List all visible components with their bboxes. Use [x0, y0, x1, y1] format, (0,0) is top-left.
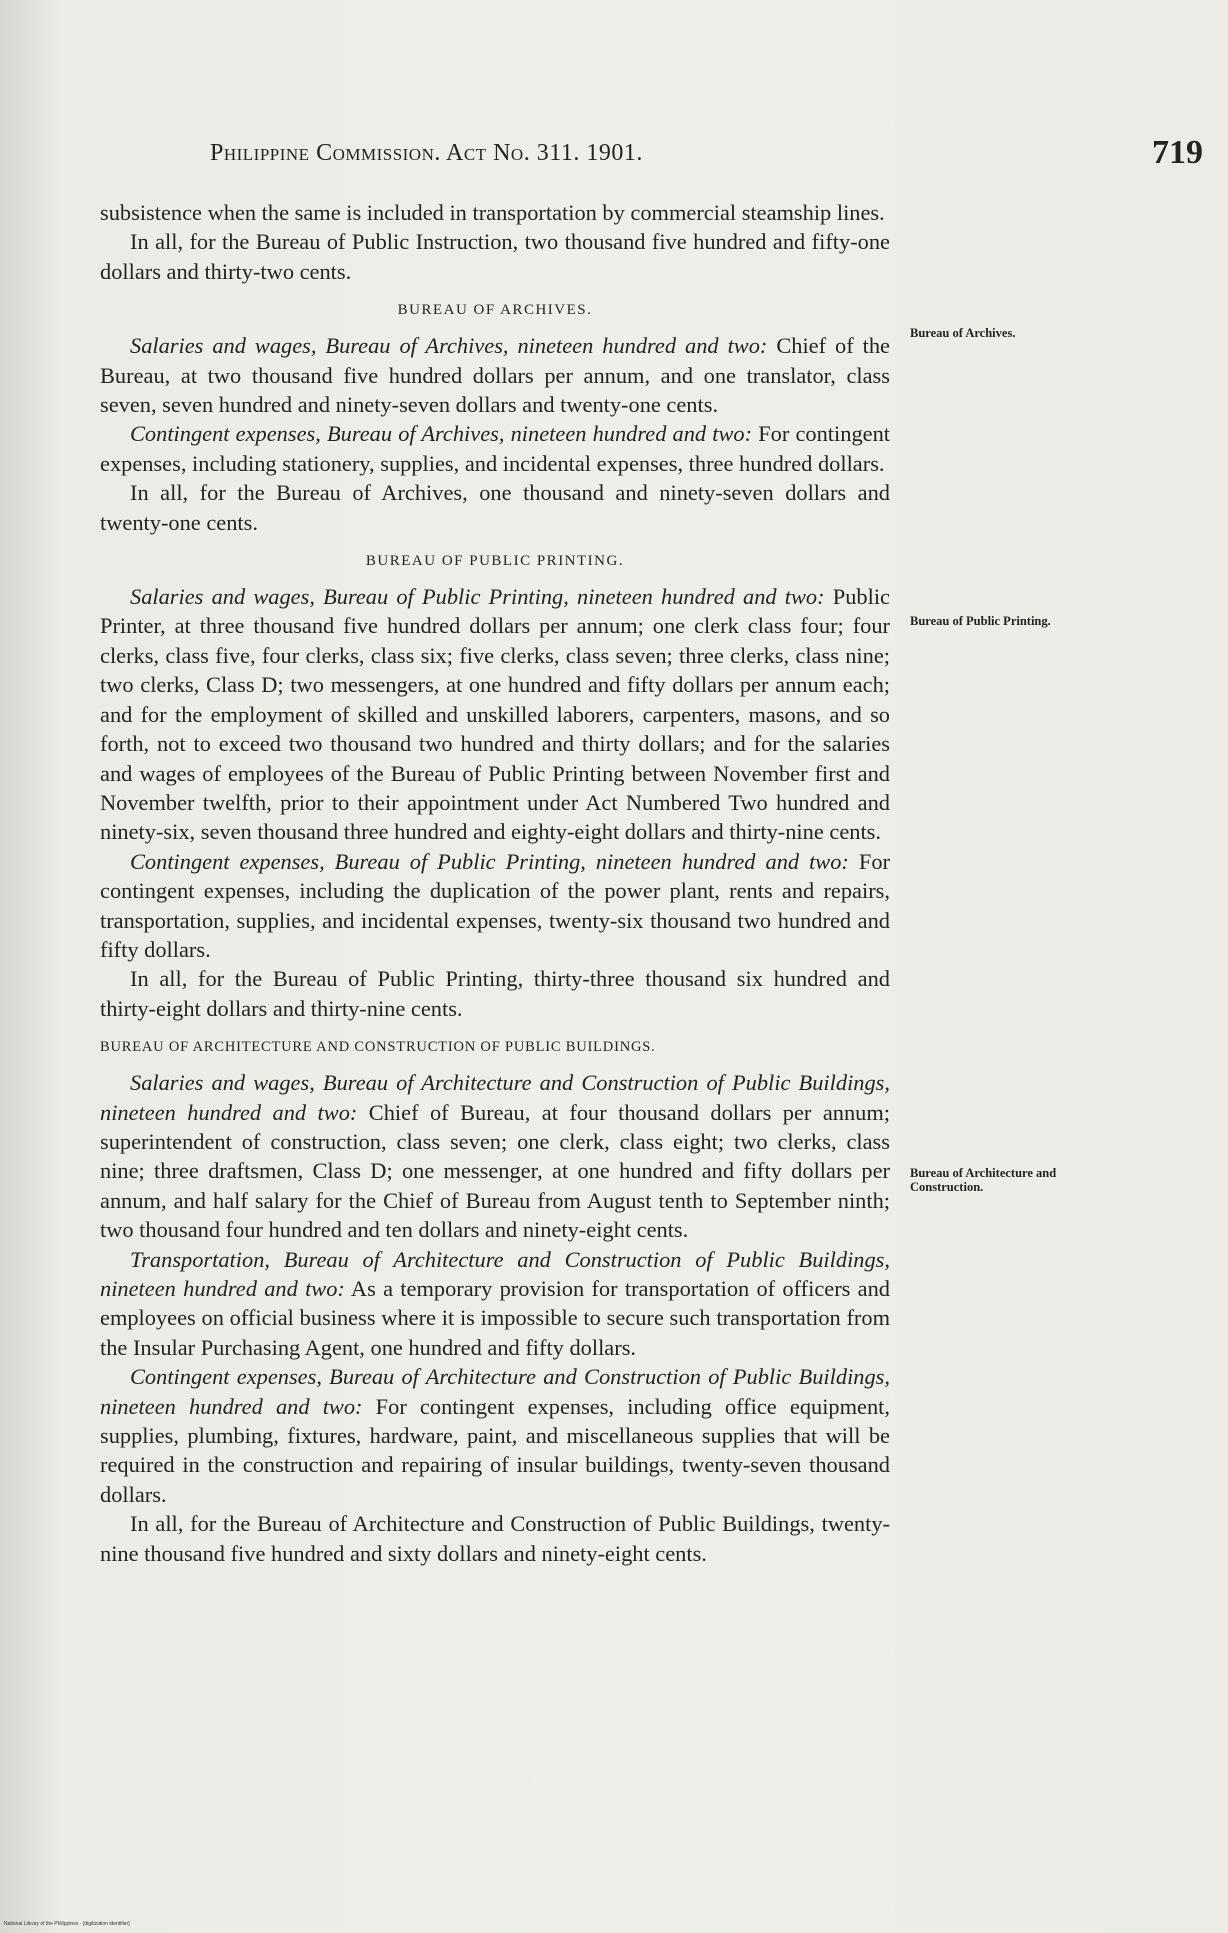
margin-note-printing: Bureau of Public Printing. [910, 614, 1051, 628]
paragraph [100, 1362, 890, 1509]
paragraph-lead-italic: Salaries and wages, Bureau of Public Printing, nineteen hundred and two: [130, 584, 825, 610]
paragraph-text: Chief of the Bureau, at two thousand five hundred dollars per annum, and one translator, class seven, seven hundred and ninety-seven dollars and twenty-one cents. [100, 333, 890, 418]
running-title: Philippine Commission. Act No. 311. 1901. [210, 140, 643, 166]
margin-note-architecture: Bureau of Architecture and Construction. [910, 1166, 1057, 1194]
paragraph-text: As a temporary provision for transportation of officers and employees on official business where it is impossible to secure such transportation from the Insular Purchasing Agent, one hundred and fifty dollars. [100, 1276, 890, 1360]
paragraph [100, 1245, 890, 1363]
paragraph [100, 419, 890, 478]
paragraph-lead-italic: Salaries and wages, Bureau of Archives, nineteen hundred and two: [130, 333, 768, 359]
paragraph [100, 847, 890, 965]
section-heading-archives: BUREAU OF ARCHIVES. [397, 302, 593, 319]
paragraph-lead-italic: Contingent expenses, Bureau of Public Printing, nineteen hundred and two: [130, 848, 849, 874]
paragraph-text: For contingent expenses, including stationery, supplies, and incidental expenses, three hundred dollars. [100, 421, 890, 476]
paragraph [100, 1068, 890, 1244]
running-header [210, 134, 1203, 171]
paragraph-lead-italic: Transportation, Bureau of Architecture and Construction of Public Buildings, nineteen hundred and two: [100, 1246, 890, 1301]
paragraph-text: For contingent expenses, including the duplication of the power plant, rents and repairs, transportation, supplies, and incidental expenses, twenty-six thousand two hundred and fifty dollars. [100, 848, 890, 962]
page-number: 719 [1152, 134, 1203, 171]
margin-note-archives: Bureau of Archives. [910, 326, 1016, 340]
paragraph-text: Chief of Bureau, at four thousand dollars per annum; superintendent of construction, class seven; one clerk, class eight; two clerks, class nine; three draftsmen, Class D; one messenger, at one hundred and fifty dollars per annum, and half salary for the Chief of Bureau from August tenth to September ninth; two thousand four hundred and ten dollars and ninety-eight cents. [100, 1099, 890, 1243]
page-body [100, 198, 890, 1568]
paragraph-lead-italic: Contingent expenses, Bureau of Archives, nineteen hundred and two: [130, 421, 753, 447]
paragraph-text: Public Printer, at three thousand five hundred dollars per annum; one clerk class four; four clerks, class five, four clerks, class six; five clerks, class seven; three clerks, class nine; two clerks, Class D; two messengers, at one hundred and fifty dollars per annum each; and for the employment of skilled and unskilled laborers, carpenters, masons, and so forth, not to exceed two thousand two hundred and thirty dollars; and for the salaries and wages of employees of the Bureau of Public Printing between November first and November twelfth, prior to their appointment under Act Numbered Two hundred and ninety-six, seven thousand three hundred and eighty-eight dollars and thirty-nine cents. [100, 584, 890, 845]
paragraph-lead-italic: Contingent expenses, Bureau of Architecture and Construction of Public Buildings, nineteen hundred and two: [100, 1364, 890, 1419]
paragraph: In all, for the Bureau of Public Instruction, two thousand five hundred and fifty-one dollars and thirty-two cents. [100, 229, 890, 284]
paragraph: subsistence when the same is included in transportation by commercial steamship lines. [100, 200, 885, 225]
paragraph: In all, for the Bureau of Public Printing, thirty-three thousand six hundred and thirty-eight dollars and thirty-nine cents. [100, 966, 890, 1021]
paragraph: In all, for the Bureau of Archives, one thousand and ninety-seven dollars and twenty-one cents. [100, 480, 890, 535]
paragraph [100, 331, 890, 419]
scan-footer: National Library of the Philippines · [digitization identifier] [4, 1921, 130, 1927]
paragraph: In all, for the Bureau of Architecture and Construction of Public Buildings, twenty-nine thousand five hundred and sixty dollars and ninety-eight cents. [100, 1511, 890, 1566]
paragraph-text: For contingent expenses, including office equipment, supplies, plumbing, fixtures, hardware, paint, and miscellaneous supplies that will be required in the construction and repairing of insular buildings, twenty-seven thousand dollars. [100, 1393, 891, 1507]
paragraph [100, 582, 890, 847]
paragraph-lead-italic: Salaries and wages, Bureau of Architecture and Construction of Public Buildings, nineteen hundred and two: [100, 1070, 890, 1125]
section-heading-architecture: BUREAU OF ARCHITECTURE AND CONSTRUCTION OF PUBLIC BUILDINGS. [100, 1039, 656, 1056]
section-heading-printing: BUREAU OF PUBLIC PRINTING. [365, 553, 625, 570]
